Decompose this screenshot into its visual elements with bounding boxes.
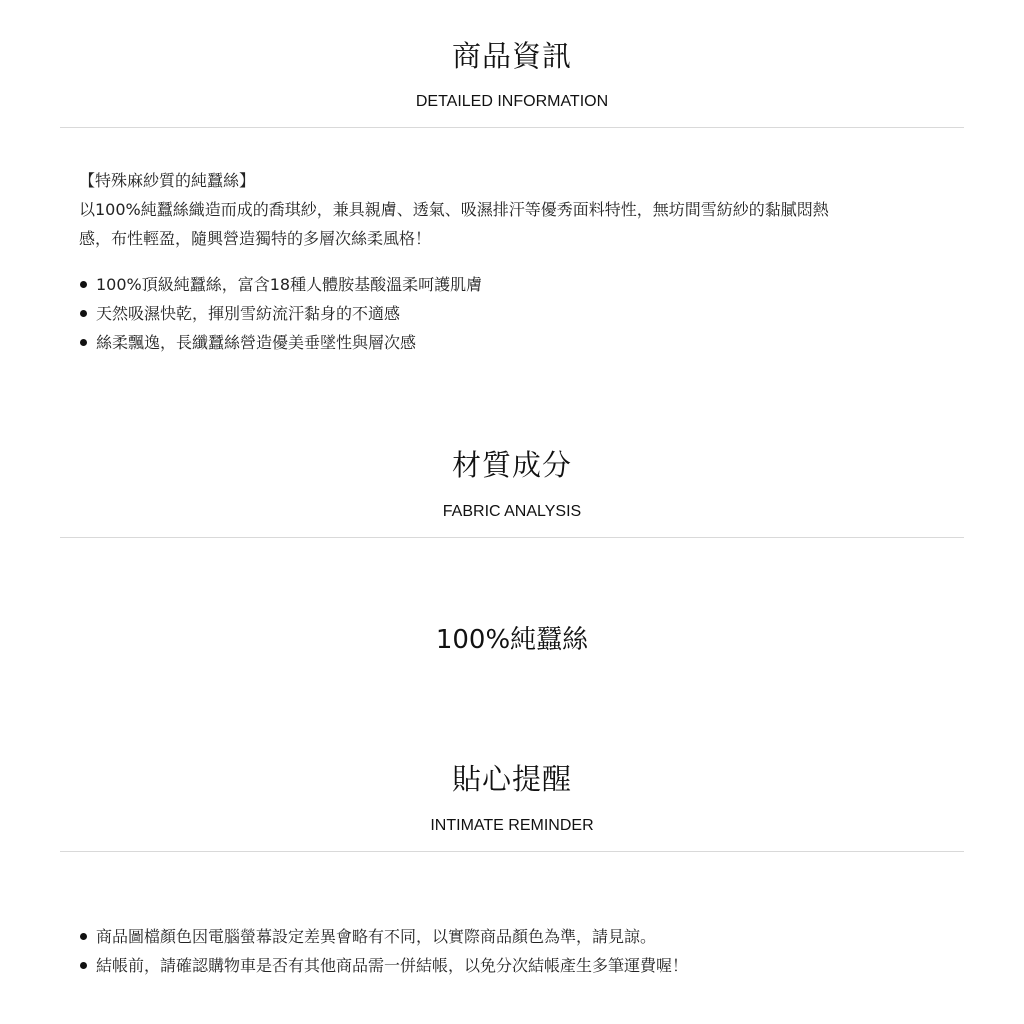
info-intro-line-1: 以100%純蠶絲織造而成的喬琪紗，兼具親膚、透氣、吸濕排汗等優秀面料特性，無坊間雪紡紗的黏膩悶熱 bbox=[79, 200, 829, 219]
reminder-divider bbox=[60, 851, 964, 852]
info-intro-heading: 【特殊麻紗質的純蠶絲】 bbox=[79, 171, 256, 190]
detailed-info-title: 商品資訊 bbox=[451, 39, 572, 73]
reminder-title: 貼心提醒 bbox=[451, 762, 572, 796]
reminder-subtitle: INTIMATE REMINDER bbox=[430, 817, 594, 834]
fabric-subtitle: FABRIC ANALYSIS bbox=[442, 503, 582, 520]
reminder-item: 結帳前，請確認購物車是否有其他商品需一併結帳，以免分次結帳產生多筆運費喔！ bbox=[96, 951, 688, 980]
fabric-composition: 100%純蠶絲 bbox=[435, 625, 589, 655]
detailed-info-subtitle: DETAILED INFORMATION bbox=[415, 93, 609, 110]
reminder-item: 商品圖檔顏色因電腦螢幕設定差異會略有不同，以實際商品顏色為準，請見諒。 bbox=[96, 922, 688, 951]
info-feature-list bbox=[96, 270, 482, 357]
info-intro-line-2: 感，布性輕盈，隨興營造獨特的多層次絲柔風格！ bbox=[79, 229, 432, 248]
info-feature-item: 100%頂級純蠶絲，富含18種人體胺基酸溫柔呵護肌膚 bbox=[96, 270, 482, 299]
info-feature-item: 絲柔飄逸，長纖蠶絲營造優美垂墜性與層次感 bbox=[96, 328, 482, 357]
fabric-title: 材質成分 bbox=[451, 448, 572, 482]
fabric-divider bbox=[60, 537, 964, 538]
info-feature-item: 天然吸濕快乾，揮別雪紡流汗黏身的不適感 bbox=[96, 299, 482, 328]
detailed-info-divider bbox=[60, 127, 964, 128]
reminder-list bbox=[96, 922, 688, 980]
